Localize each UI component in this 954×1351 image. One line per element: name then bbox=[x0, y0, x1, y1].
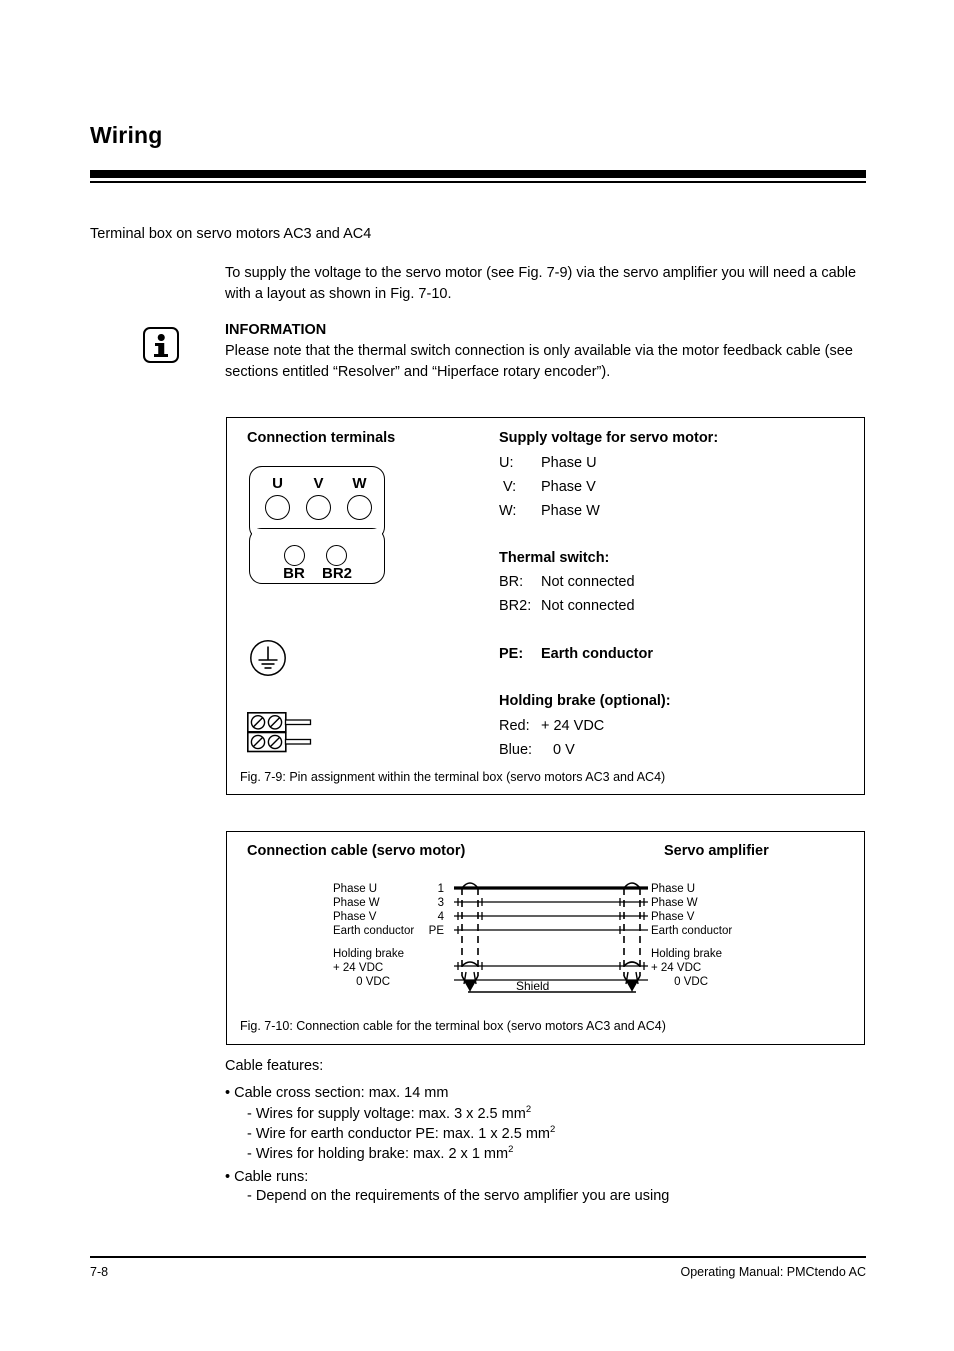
supply-row-v bbox=[503, 479, 596, 495]
figure-7-9-right-heading: Supply voltage for servo motor: bbox=[499, 430, 719, 446]
cable-left-brake-0: Holding brake bbox=[333, 948, 404, 960]
terminal-label-br2: BR2 bbox=[321, 565, 352, 582]
cable-left-pin-1: 3 bbox=[437, 897, 444, 909]
terminal-block-divider-mask bbox=[252, 529, 382, 539]
cable-right-name-2: Phase V bbox=[651, 911, 695, 923]
page-title: Wiring bbox=[90, 122, 163, 148]
brake-row-red-value: + 24 VDC bbox=[541, 718, 605, 734]
cable-right-brake-1: + 24 VDC bbox=[651, 962, 702, 974]
terminal-label-w: W bbox=[352, 475, 367, 492]
cable-left-name-0: Phase U bbox=[333, 883, 378, 895]
terminal-label-br: BR bbox=[283, 565, 305, 582]
pe-row bbox=[499, 646, 653, 662]
figure-7-10-caption: Fig. 7-10: Connection cable for the terminal box (servo motors AC3 and AC4) bbox=[240, 1019, 666, 1033]
brake-row-blue bbox=[499, 742, 575, 758]
supply-row-v-key: V: bbox=[503, 479, 517, 495]
cable-features-sub-2a: - Depend on the requirements of the servo amplifier you are using bbox=[247, 1188, 670, 1204]
information-icon-dot bbox=[158, 334, 165, 341]
pe-row-value: Earth conductor bbox=[541, 646, 653, 662]
information-body: Please note that the thermal switch connection is only available via the motor feedback cable (see sections entitled “Resolver” and “Hiperface rotary encoder”). bbox=[225, 343, 853, 380]
terminal-hole-v bbox=[306, 495, 331, 520]
cable-features-bullet-1: • Cable cross section: max. 14 mm bbox=[225, 1085, 449, 1101]
terminal-hole-br2 bbox=[326, 545, 347, 566]
header-rule-thick bbox=[90, 170, 866, 178]
brake-terminal-icon bbox=[247, 712, 313, 754]
cable-features-sub-1b-sup: 2 bbox=[550, 1124, 556, 1135]
supply-row-v-value: Phase V bbox=[541, 479, 596, 495]
supply-row-u bbox=[499, 455, 597, 471]
figure-7-9-left-heading: Connection terminals bbox=[247, 430, 396, 446]
thermal-row-br2-value: Not connected bbox=[541, 598, 635, 614]
information-icon bbox=[143, 327, 179, 363]
information-title: INFORMATION bbox=[225, 322, 327, 338]
cable-left-brake-2: 0 VDC bbox=[356, 976, 390, 988]
figure-7-10-left-heading: Connection cable (servo motor) bbox=[247, 843, 466, 859]
thermal-row-br2-key: BR2: bbox=[499, 598, 532, 614]
cable-left-name-2: Phase V bbox=[333, 911, 377, 923]
cable-features-sub-1a-sup: 2 bbox=[525, 1104, 532, 1115]
supply-row-u-value: Phase U bbox=[541, 455, 597, 471]
information-icon-base bbox=[154, 354, 168, 357]
cable-right-brake-2: 0 VDC bbox=[674, 976, 708, 988]
header-rule-thin bbox=[90, 181, 866, 183]
cable-features-sub-1c-sup: 2 bbox=[508, 1144, 514, 1155]
thermal-row-br2 bbox=[499, 598, 635, 614]
thermal-switch-heading: Thermal switch: bbox=[499, 550, 610, 566]
cable-features-sub-1c-text: - Wires for holding brake: max. 2 x 1 mm bbox=[247, 1145, 509, 1162]
brake-row-red bbox=[499, 718, 604, 734]
brake-row-blue-value: 0 V bbox=[553, 742, 575, 758]
cable-left-name-1: Phase W bbox=[333, 897, 380, 909]
terminal-label-u: U bbox=[272, 475, 283, 492]
supply-row-w bbox=[499, 503, 600, 519]
cable-right-name-1: Phase W bbox=[651, 897, 698, 909]
terminal-hole-u bbox=[265, 495, 290, 520]
cable-right-brake-0: Holding brake bbox=[651, 948, 722, 960]
terminal-hole-br bbox=[284, 545, 305, 566]
intro-paragraph: To supply the voltage to the servo motor (see Fig. 7-9) via the servo amplifier you will need a cable with a layout as shown in Fig. 7-10. bbox=[225, 265, 857, 302]
footer-page-number: 7-8 bbox=[90, 1265, 109, 1279]
earth-ground-icon bbox=[249, 639, 287, 677]
brake-row-blue-key: Blue: bbox=[499, 742, 533, 758]
cable-features-sub-1b-text: - Wire for earth conductor PE: max. 1 x 2.5 mm bbox=[247, 1125, 550, 1142]
footer-manual-name: Operating Manual: PMCtendo AC bbox=[680, 1265, 866, 1279]
cable-features-heading: Cable features: bbox=[225, 1058, 324, 1074]
figure-7-10-right-heading: Servo amplifier bbox=[664, 843, 769, 859]
terminal-hole-w bbox=[347, 495, 372, 520]
thermal-row-br-key: BR: bbox=[499, 574, 524, 590]
pe-row-key: PE: bbox=[499, 646, 524, 662]
cable-features-sub-1a-text: - Wires for supply voltage: max. 3 x 2.5 mm bbox=[247, 1105, 526, 1122]
supply-row-w-value: Phase W bbox=[541, 503, 600, 519]
brake-row-red-key: Red: bbox=[499, 718, 530, 734]
footer-rule bbox=[90, 1256, 866, 1258]
supply-row-u-key: U: bbox=[499, 455, 514, 471]
holding-brake-heading: Holding brake (optional): bbox=[499, 693, 671, 709]
cable-features-sub-1b bbox=[247, 1124, 555, 1142]
cable-wiring-schematic bbox=[446, 876, 656, 998]
cable-features-sub-1a bbox=[247, 1104, 531, 1122]
section-lead-line: Terminal box on servo motors AC3 and AC4 bbox=[90, 226, 372, 242]
thermal-row-br-value: Not connected bbox=[541, 574, 635, 590]
thermal-row-br bbox=[499, 574, 635, 590]
terminal-label-v: V bbox=[313, 475, 324, 492]
cable-features-bullet-2: • Cable runs: bbox=[225, 1169, 309, 1185]
cable-left-pin-0: 1 bbox=[437, 883, 444, 895]
figure-7-9-caption: Fig. 7-9: Pin assignment within the terminal box (servo motors AC3 and AC4) bbox=[240, 770, 666, 784]
cable-features-sub-1c bbox=[247, 1144, 513, 1162]
cable-left-brake-1: + 24 VDC bbox=[333, 962, 384, 974]
terminal-block-diagram bbox=[249, 466, 385, 584]
cable-left-pin-2: 4 bbox=[437, 911, 444, 923]
cable-right-name-3: Earth conductor bbox=[651, 925, 733, 937]
cable-left-name-3: Earth conductor bbox=[333, 925, 415, 937]
supply-row-w-key: W: bbox=[499, 503, 517, 519]
cable-shield-label: Shield bbox=[516, 979, 550, 993]
cable-left-pin-3: PE bbox=[428, 925, 444, 937]
cable-right-name-0: Phase U bbox=[651, 883, 696, 895]
